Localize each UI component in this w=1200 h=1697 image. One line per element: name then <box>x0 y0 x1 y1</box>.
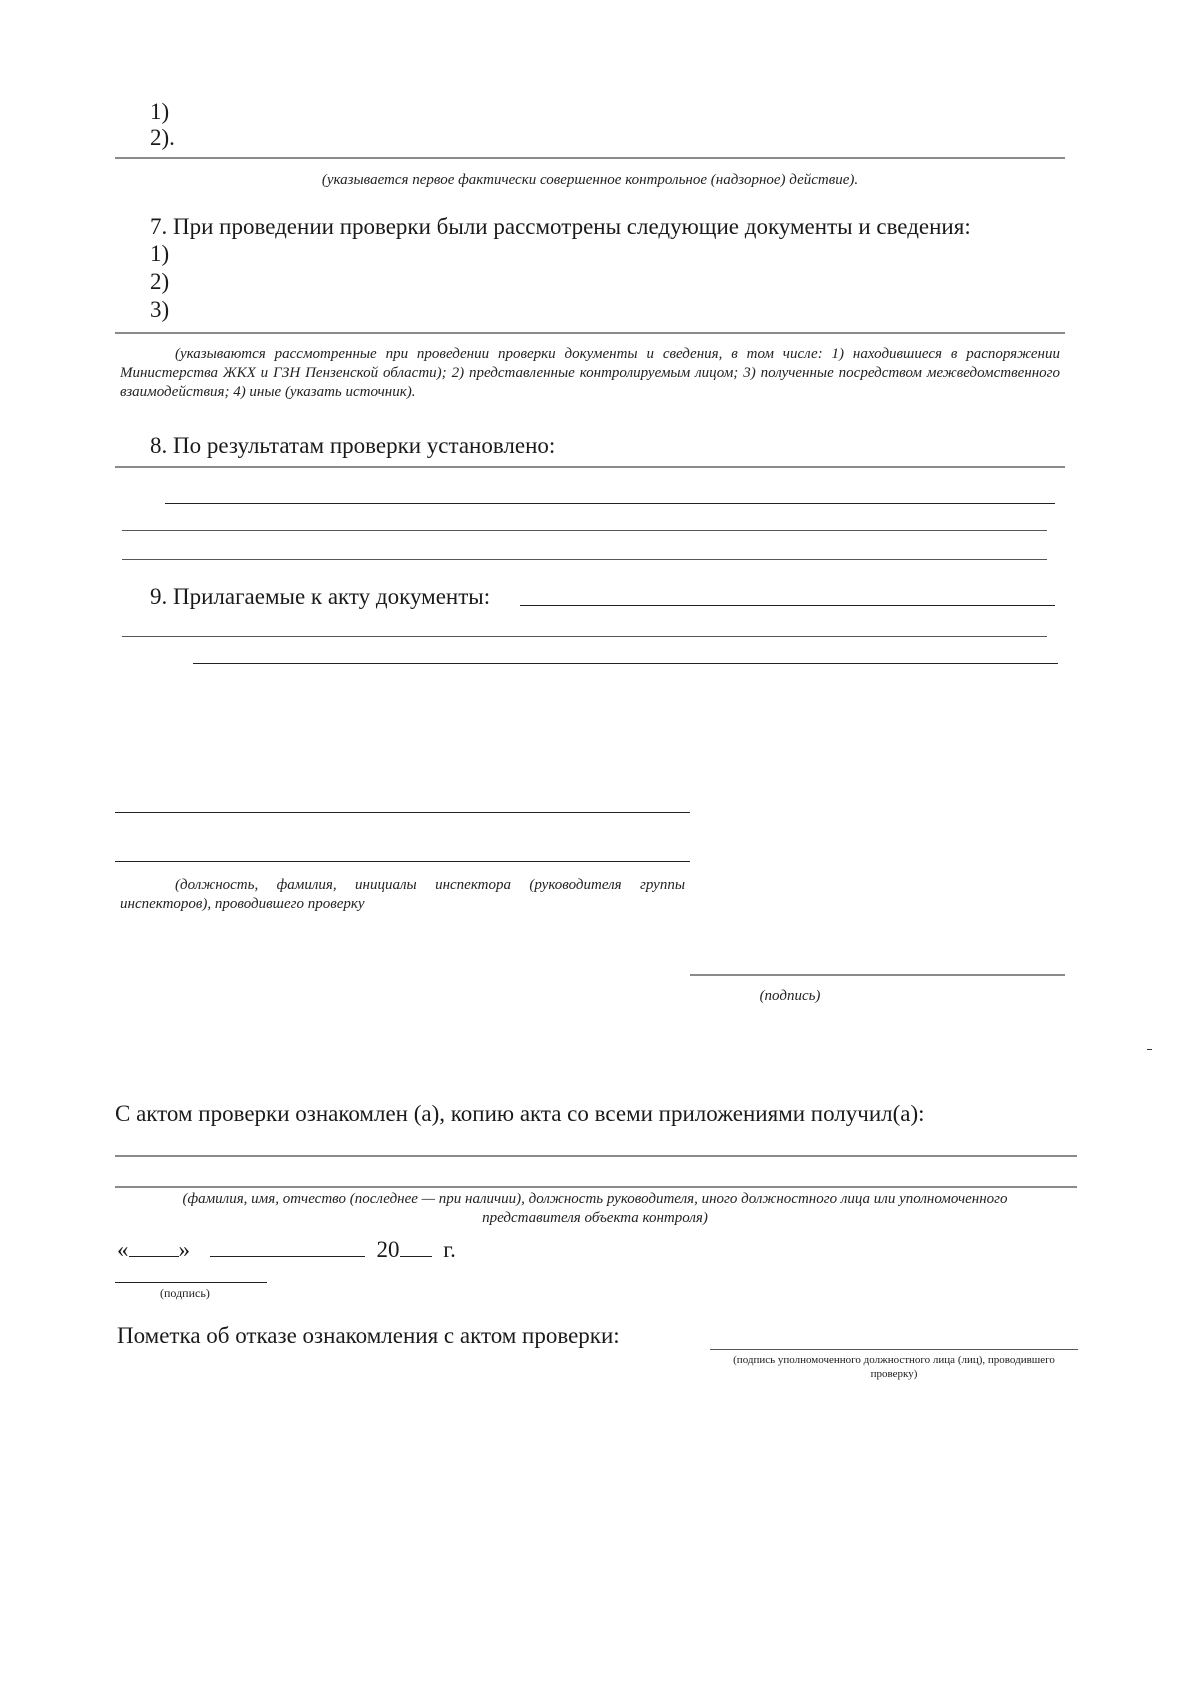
item-6-2: 2). <box>150 125 175 150</box>
inspector-line-1[interactable] <box>115 812 690 813</box>
acquaint-note: (фамилия, имя, отчество (последнее — при наличии), должность руководителя, иного должностного лица или уполномоченного представителя объекта контроля) <box>182 1191 1008 1226</box>
note-7: (указываются рассмотренные при проведении проверки документы и сведения, в том числе: 1) находившиеся в распоряжении Министерства ЖКХ и ГЗН Пензенской области); 2) представленные контролируемым лицом; 3) полученные посредством межведомственного взаимодействия; 4) иные (указать источник). <box>120 346 1060 400</box>
date-open-quote: « <box>117 1237 129 1262</box>
fill-line-8-1[interactable] <box>165 503 1055 504</box>
date-suffix: г. <box>443 1237 456 1262</box>
refusal-signature-note: (подпись уполномоченного должностного лица (лиц), проводившего проверку) <box>733 1354 1055 1380</box>
acquaint-signature-label: (подпись) <box>160 1286 210 1300</box>
heading-8: 8. По результатам проверки установлено: <box>150 433 556 458</box>
fill-line-9-1[interactable] <box>520 605 1055 606</box>
date-year-prefix: 20 <box>376 1237 400 1262</box>
item-7-2: 2) <box>150 269 170 294</box>
acquaint-line-2[interactable] <box>115 1186 1077 1188</box>
fill-line-8-2[interactable] <box>122 530 1047 531</box>
inspector-signature-label: (подпись) <box>759 988 821 1004</box>
divider-7 <box>115 332 1065 334</box>
heading-7: 7. При проведении проверки были рассмотрены следующие документы и сведения: <box>150 214 971 239</box>
date-month-blank[interactable] <box>210 1236 365 1257</box>
acquaint-signature-line[interactable] <box>115 1282 267 1283</box>
inspector-note: (должность, фамилия, инициалы инспектора (руководителя группы инспекторов), проводившего проверку <box>120 877 685 912</box>
date-day-blank[interactable] <box>129 1236 179 1257</box>
note-6: (указывается первое фактически совершенное контрольное (надзорное) действие). <box>321 172 859 188</box>
margin-dash-mark <box>1147 1049 1152 1050</box>
date-close-quote: » <box>178 1237 190 1262</box>
fill-line-9-2[interactable] <box>122 636 1047 637</box>
acquaint-heading: С актом проверки ознакомлен (а), копию акта со всеми приложениями получил(а): <box>115 1101 925 1126</box>
inspector-signature-line[interactable] <box>690 974 1065 976</box>
inspector-line-2[interactable] <box>115 861 690 862</box>
item-7-1: 1) <box>150 241 170 266</box>
item-7-3: 3) <box>150 297 170 322</box>
date-line <box>117 1236 456 1264</box>
date-year-blank[interactable] <box>400 1236 432 1257</box>
divider-8 <box>115 466 1065 468</box>
fill-line-9-3[interactable] <box>193 663 1058 664</box>
refusal-heading: Пометка об отказе ознакомления с актом проверки: <box>117 1323 620 1348</box>
acquaint-line-1[interactable] <box>115 1155 1077 1157</box>
refusal-signature-line[interactable] <box>710 1349 1078 1350</box>
fill-line-8-3[interactable] <box>122 559 1047 560</box>
heading-9: 9. Прилагаемые к акту документы: <box>150 584 491 609</box>
item-6-1: 1) <box>150 99 170 124</box>
divider-6 <box>115 157 1065 159</box>
